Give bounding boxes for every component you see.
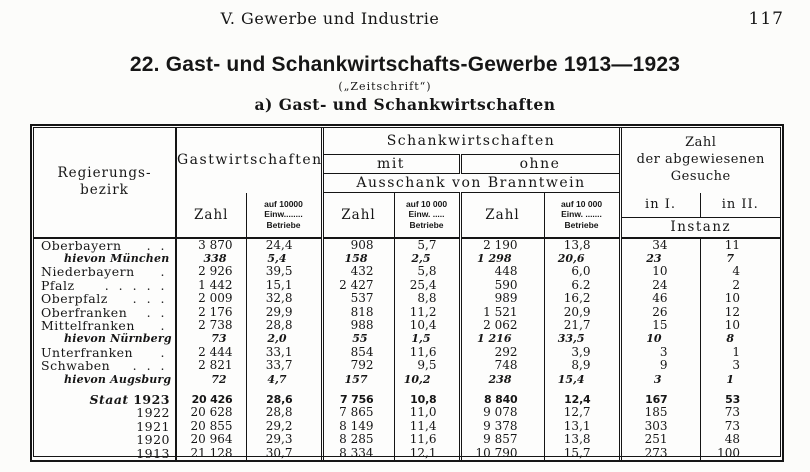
value-cell: 26 <box>620 306 700 319</box>
value-cell: 25,4 <box>394 279 460 292</box>
value-cell: 989 <box>460 292 544 305</box>
region-label <box>34 346 176 359</box>
value-cell: 100 <box>717 445 741 460</box>
header-ohne: ohne <box>460 155 620 174</box>
value-cell: 21,7 <box>544 319 620 332</box>
value-cell: 6,0 <box>544 265 620 278</box>
value-cell: 11,2 <box>394 306 460 319</box>
dot-leaders: . <box>160 317 165 333</box>
region-name: Mittelfranken <box>41 317 135 333</box>
value-cell: 2 176 <box>176 306 246 319</box>
region-label: hievon Nürnberg <box>34 332 176 345</box>
header-row-1 <box>34 128 780 155</box>
stats-table-inner-frame <box>33 127 781 461</box>
header-region-line2: bezirk <box>80 182 129 199</box>
value-cell: 854 <box>322 346 394 359</box>
region-name: Schwaben <box>41 358 111 374</box>
value-cell: 1,5 <box>394 332 460 345</box>
value-cell: 20 426 <box>176 386 246 406</box>
header-abgewiesene-line2: der abgewiesenen <box>636 151 765 167</box>
value-cell: 15,7 <box>544 447 620 460</box>
table-row <box>34 406 780 419</box>
value-cell: 48 <box>724 432 741 447</box>
value-cell: 12,1 <box>394 447 460 460</box>
value-cell: 20,9 <box>544 306 620 319</box>
value-cell: 8,8 <box>394 292 460 305</box>
value-cell: 20 964 <box>176 433 246 446</box>
value-cell: 8 285 <box>322 433 394 446</box>
table-row <box>34 306 780 319</box>
value-cell: 10 <box>620 332 700 345</box>
region-name: Oberpfalz <box>41 291 108 307</box>
value-cell: 590 <box>460 279 544 292</box>
value-cell: 15,4 <box>544 373 620 386</box>
value-cell: 1 <box>726 372 735 386</box>
dot-leaders: . . <box>146 304 165 320</box>
region-name: Oberfranken <box>41 304 128 320</box>
value-cell: 9 857 <box>460 433 544 446</box>
value-cell: 792 <box>322 359 394 372</box>
value-cell: 20 855 <box>176 420 246 433</box>
region-label <box>34 386 176 406</box>
value-cell: 9 378 <box>460 420 544 433</box>
value-cell: 33,5 <box>544 332 620 345</box>
region-label: hievon München <box>34 252 176 265</box>
value-cell: 29,3 <box>246 433 322 446</box>
value-cell: 2 062 <box>460 319 544 332</box>
value-cell: 4,7 <box>246 373 322 386</box>
value-cell: 21 128 <box>176 447 246 460</box>
value-cell: 8,9 <box>544 359 620 372</box>
region-label <box>34 238 176 252</box>
value-cell: 15 <box>620 319 700 332</box>
table-row <box>34 386 780 406</box>
value-cell: 5,8 <box>394 265 460 278</box>
value-cell: 1 216 <box>460 332 544 345</box>
value-cell: 4 <box>732 264 741 279</box>
region-name: Pfalz <box>41 277 75 293</box>
value-cell: 11,6 <box>394 433 460 446</box>
dot-leaders: . . <box>146 237 165 253</box>
value-cell: 3 <box>620 346 700 359</box>
value-cell: 5,7 <box>394 238 460 252</box>
table-row <box>34 447 780 460</box>
region-label: 1922 <box>34 406 176 419</box>
header-auf-line: Betriebe <box>266 219 301 230</box>
value-cell: 3,9 <box>544 346 620 359</box>
value-cell: 292 <box>460 346 544 359</box>
value-cell: 238 <box>460 373 544 386</box>
value-cell: 7 <box>726 251 735 265</box>
value-cell: 24 <box>620 279 700 292</box>
value-cell: 10 790 <box>460 447 544 460</box>
table-row <box>34 319 780 332</box>
value-cell: 2 926 <box>176 265 246 278</box>
region-label <box>34 292 176 305</box>
value-cell: 8 <box>726 332 735 346</box>
table-row <box>34 252 780 265</box>
header-zahl-mit: Zahl <box>322 193 394 238</box>
value-cell: 13,1 <box>544 420 620 433</box>
table-row <box>34 346 780 359</box>
table-row <box>34 279 780 292</box>
page-number: 117 <box>748 9 784 29</box>
value-cell: 7 865 <box>322 406 394 419</box>
value-cell: 157 <box>322 373 394 386</box>
value-cell: 2,5 <box>394 252 460 265</box>
section-title: a) Gast- und Schankwirtschaften <box>254 95 556 114</box>
value-cell: 167 <box>620 386 700 406</box>
value-cell: 158 <box>322 252 394 265</box>
value-cell: 12,4 <box>544 386 620 406</box>
header-auf-line: Einw. ....... <box>561 209 602 220</box>
value-cell: 46 <box>620 292 700 305</box>
header-auf-line: auf 10 000 <box>405 198 448 209</box>
value-cell: 73 <box>724 418 741 433</box>
running-header: V. Gewerbe und Industrie <box>220 9 440 28</box>
value-cell: 11,0 <box>394 406 460 419</box>
value-cell: 3 <box>732 358 741 373</box>
value-cell: 251 <box>620 433 700 446</box>
value-cell: 30,7 <box>246 447 322 460</box>
value-cell: 818 <box>322 306 394 319</box>
dot-leaders: . . . <box>132 291 165 307</box>
value-cell: 2 <box>732 277 741 292</box>
stats-table <box>34 128 780 460</box>
value-cell: 11,4 <box>394 420 460 433</box>
value-cell: 11 <box>724 237 741 252</box>
region-name: Oberbayern <box>41 237 122 253</box>
region-label: 1920 <box>34 433 176 446</box>
value-cell: 53 <box>725 392 741 406</box>
value-cell: 908 <box>322 238 394 252</box>
value-cell: 73 <box>176 332 246 345</box>
value-cell: 72 <box>176 373 246 386</box>
dot-leaders: . . . <box>132 358 165 374</box>
value-cell: 185 <box>620 406 700 419</box>
value-cell: 5,4 <box>246 252 322 265</box>
value-cell: 28,8 <box>246 406 322 419</box>
region-label: 1913 <box>34 447 176 460</box>
header-zahl-ohne: Zahl <box>460 193 544 238</box>
value-cell: 10 <box>724 317 741 332</box>
table-row <box>34 433 780 446</box>
value-cell: 39,5 <box>246 265 322 278</box>
value-cell: 2 427 <box>322 279 394 292</box>
region-label <box>34 279 176 292</box>
doc-title: 22. Gast- und Schankwirtschafts-Gewerbe 1913—1923 <box>129 53 681 76</box>
header-auf10000-gast <box>246 193 322 238</box>
value-cell: 23 <box>620 252 700 265</box>
value-cell: 1 298 <box>460 252 544 265</box>
header-auf10000-ohne <box>544 193 620 238</box>
header-auf10000-mit <box>394 193 460 238</box>
value-cell: 28,8 <box>246 319 322 332</box>
header-zahl-gast: Zahl <box>176 193 246 238</box>
value-cell: 24,4 <box>246 238 322 252</box>
value-cell: 2 821 <box>176 359 246 372</box>
region-name: Unterfranken <box>41 344 134 360</box>
header-region-line1: Regierungs- <box>57 165 152 182</box>
value-cell: 1 <box>732 344 741 359</box>
region-label: 1921 <box>34 420 176 433</box>
header-auf-line: auf 10 000 <box>560 198 603 209</box>
value-cell: 28,6 <box>246 386 322 406</box>
stats-table-frame <box>30 124 784 462</box>
value-cell: 33,1 <box>246 346 322 359</box>
value-cell: 10 <box>620 265 700 278</box>
value-cell: 988 <box>322 319 394 332</box>
value-cell: 9 <box>620 359 700 372</box>
header-auf-line: auf 10000 <box>264 198 303 209</box>
value-cell: 2 190 <box>460 238 544 252</box>
value-cell: 432 <box>322 265 394 278</box>
value-cell: 1 521 <box>460 306 544 319</box>
value-cell: 2 738 <box>176 319 246 332</box>
value-cell: 55 <box>322 332 394 345</box>
header-abgewiesene-line1: Zahl <box>685 134 717 150</box>
value-cell: 12,7 <box>544 406 620 419</box>
value-cell: 10,8 <box>394 386 460 406</box>
value-cell: 448 <box>460 265 544 278</box>
dot-leaders: . . . . . <box>104 277 165 293</box>
value-cell: 537 <box>322 292 394 305</box>
header-abgewiesene-line3: Gesuche <box>670 168 731 184</box>
value-cell: 303 <box>620 420 700 433</box>
region-label <box>34 306 176 319</box>
header-gastwirtschaften: Gastwirtschaften <box>176 128 322 193</box>
header-ausschank: Ausschank von Branntwein <box>322 174 620 193</box>
table-header <box>34 128 780 238</box>
region-label: hievon Augsburg <box>34 373 176 386</box>
header-abgewiesene-gesuche <box>620 128 780 193</box>
value-cell: 6.2 <box>544 279 620 292</box>
value-cell: 2 009 <box>176 292 246 305</box>
region-label <box>34 359 176 372</box>
value-cell: 9,5 <box>394 359 460 372</box>
value-cell: 3 870 <box>176 238 246 252</box>
value-cell: 12 <box>724 304 741 319</box>
table-row <box>34 359 780 372</box>
value-cell: 29,9 <box>246 306 322 319</box>
value-cell: 29,2 <box>246 420 322 433</box>
header-schankwirtschaften: Schankwirtschaften <box>322 128 620 155</box>
dot-leaders: . <box>160 264 165 280</box>
header-instanz: Instanz <box>670 219 732 235</box>
table-row <box>34 373 780 386</box>
value-cell: 16,2 <box>544 292 620 305</box>
dot-leaders: . <box>160 344 165 360</box>
header-mit: mit <box>322 155 460 174</box>
table-body <box>34 238 780 461</box>
value-cell: 32,8 <box>246 292 322 305</box>
header-auf-line: Einw........ <box>264 209 303 220</box>
value-cell: 10 <box>724 291 741 306</box>
header-in-i: in I. <box>620 193 700 218</box>
value-cell: 20 628 <box>176 406 246 419</box>
value-cell: 338 <box>176 252 246 265</box>
region-label <box>34 319 176 332</box>
region-name: Niederbayern <box>41 264 135 280</box>
table-row <box>34 238 780 252</box>
header-auf-line: Betriebe <box>409 220 444 231</box>
header-auf-line: Betriebe <box>564 220 599 231</box>
value-cell: 8 840 <box>460 386 544 406</box>
value-cell: 33,7 <box>246 359 322 372</box>
value-cell: 13,8 <box>544 238 620 252</box>
value-cell: 20,6 <box>544 252 620 265</box>
value-cell: 273 <box>620 447 700 460</box>
value-cell: 8 149 <box>322 420 394 433</box>
table-row <box>34 265 780 278</box>
header-in-ii: in II. <box>700 193 780 218</box>
staat-word: Staat <box>89 391 129 407</box>
value-cell: 11,6 <box>394 346 460 359</box>
table-row <box>34 420 780 433</box>
value-cell: 1 442 <box>176 279 246 292</box>
value-cell: 8 334 <box>322 447 394 460</box>
value-cell: 9 078 <box>460 406 544 419</box>
value-cell: 10,2 <box>394 373 460 386</box>
value-cell: 13,8 <box>544 433 620 446</box>
value-cell: 2,0 <box>246 332 322 345</box>
table-row <box>34 332 780 345</box>
value-cell: 10,4 <box>394 319 460 332</box>
staat-year: 1923 <box>133 391 170 407</box>
table-row <box>34 292 780 305</box>
value-cell: 73 <box>724 405 741 420</box>
header-region <box>34 128 176 238</box>
value-cell: 15,1 <box>246 279 322 292</box>
value-cell: 7 756 <box>322 386 394 406</box>
header-auf-line: Einw. ..... <box>408 209 445 220</box>
value-cell: 3 <box>620 373 700 386</box>
region-label <box>34 265 176 278</box>
value-cell: 2 444 <box>176 346 246 359</box>
value-cell: 34 <box>620 238 700 252</box>
value-cell: 748 <box>460 359 544 372</box>
doc-subtitle: („Zeitschrift“) <box>338 80 432 93</box>
